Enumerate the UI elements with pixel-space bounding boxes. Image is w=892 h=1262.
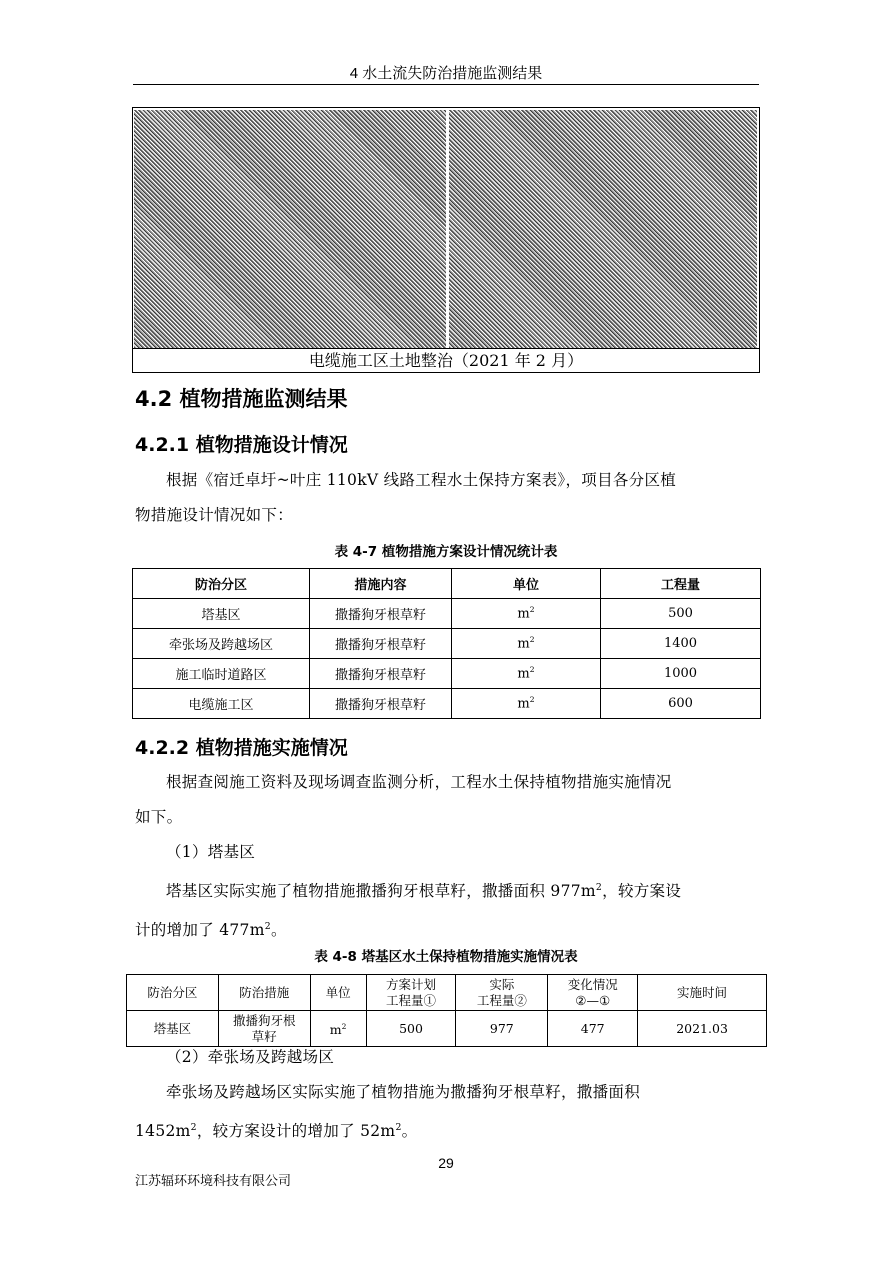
table-cell: 撒播狗牙根 草籽: [218, 1011, 310, 1047]
table-header-row: [133, 569, 761, 599]
table-cell: 撒播狗牙根草籽: [310, 689, 452, 719]
table-cell: 牵张场及跨越场区: [133, 629, 310, 659]
page-header: 4 水土流失防治措施监测结果: [349, 65, 543, 82]
column-header: 防治分区: [127, 975, 219, 1011]
table-cell: $m^2$: [452, 689, 601, 719]
column-header: 实施时间: [638, 975, 767, 1011]
table-caption: 表 4-7 植物措施方案设计情况统计表: [334, 544, 558, 560]
photo-right: [449, 110, 757, 348]
table-cell: 撒播狗牙根草籽: [310, 659, 452, 689]
paragraph-line: 根据查阅施工资料及现场调查监测分析，工程水土保持植物措施实施情况: [166, 773, 672, 791]
paragraph-line: 计的增加了 $477m^2$。: [135, 921, 287, 940]
paragraph-line: 塔基区实际实施了植物措施撒播狗牙根草籽，撒播面积 $977m^2$，较方案设: [166, 882, 682, 901]
paragraph-line: 牵张场及跨越场区实际实施了植物措施为撒播狗牙根草籽，撒播面积: [166, 1083, 641, 1101]
page-number: 29: [438, 1155, 454, 1171]
table-caption: 表 4-8 塔基区水土保持植物措施实施情况表: [314, 949, 578, 965]
column-header: 单位: [310, 975, 366, 1011]
table-cell: 撒播狗牙根草籽: [310, 599, 452, 629]
column-header: 方案计划 工程量①: [366, 975, 456, 1011]
header-rule: [133, 84, 759, 85]
paragraph-traction: [135, 1040, 759, 1149]
column-header: 单位: [452, 569, 601, 599]
photo-left: [134, 110, 446, 348]
table-cell: 电缆施工区: [133, 689, 310, 719]
paragraph-implementation: [135, 765, 759, 948]
column-header: 实际 工程量②: [456, 975, 548, 1011]
section-title: 4.2 植物措施监测结果: [135, 387, 348, 411]
paragraph-line: 根据《宿迁卓圩~叶庄 110kV 线路工程水土保持方案表》，项目各分区植: [166, 471, 677, 489]
table-cell: 1400: [601, 629, 761, 659]
column-header: 防治措施: [218, 975, 310, 1011]
table-cell: 撒播狗牙根草籽: [310, 629, 452, 659]
table-row: [133, 599, 761, 629]
table-cell: 977: [456, 1011, 548, 1047]
table-cell: 施工临时道路区: [133, 659, 310, 689]
table-cell: 1000: [601, 659, 761, 689]
column-header: 变化情况 ②—①: [548, 975, 638, 1011]
paragraph-line: $1452m^2$，较方案设计的增加了 $52m^2$。: [135, 1122, 418, 1141]
implementation-table: [126, 974, 767, 1047]
table-cell: 2021.03: [638, 1011, 767, 1047]
design-table: [132, 568, 761, 719]
table-row: [133, 659, 761, 689]
table-cell: $m^2$: [452, 629, 601, 659]
subsection-title-implementation: 4.2.2 植物措施实施情况: [135, 737, 348, 759]
column-header: 措施内容: [310, 569, 452, 599]
paragraph-design: [135, 463, 759, 533]
table-cell: 500: [366, 1011, 456, 1047]
subsection-title-design: 4.2.1 植物措施设计情况: [135, 434, 348, 456]
column-header: 工程量: [601, 569, 761, 599]
paragraph-line: 物措施设计情况如下：: [135, 506, 294, 524]
table-cell: 塔基区: [127, 1011, 219, 1047]
item-heading: （2）牵张场及跨越场区: [166, 1048, 335, 1066]
table-cell: $m^2$: [452, 659, 601, 689]
table-cell: $m^2$: [452, 599, 601, 629]
column-header: 防治分区: [133, 569, 310, 599]
item-heading: （1）塔基区: [166, 843, 256, 861]
table-row: [133, 629, 761, 659]
table-header-row: [127, 975, 767, 1011]
table-cell: 600: [601, 689, 761, 719]
table-cell: 塔基区: [133, 599, 310, 629]
photo-frame: [132, 107, 760, 373]
table-cell: $m^2$: [310, 1011, 366, 1047]
photo-caption: 电缆施工区土地整治（2021 年 2 月）: [133, 348, 759, 373]
table-row: [133, 689, 761, 719]
table-cell: 477: [548, 1011, 638, 1047]
table-cell: 500: [601, 599, 761, 629]
footer-company: 江苏辐环环境科技有限公司: [135, 1173, 292, 1188]
paragraph-line: 如下。: [135, 808, 183, 826]
